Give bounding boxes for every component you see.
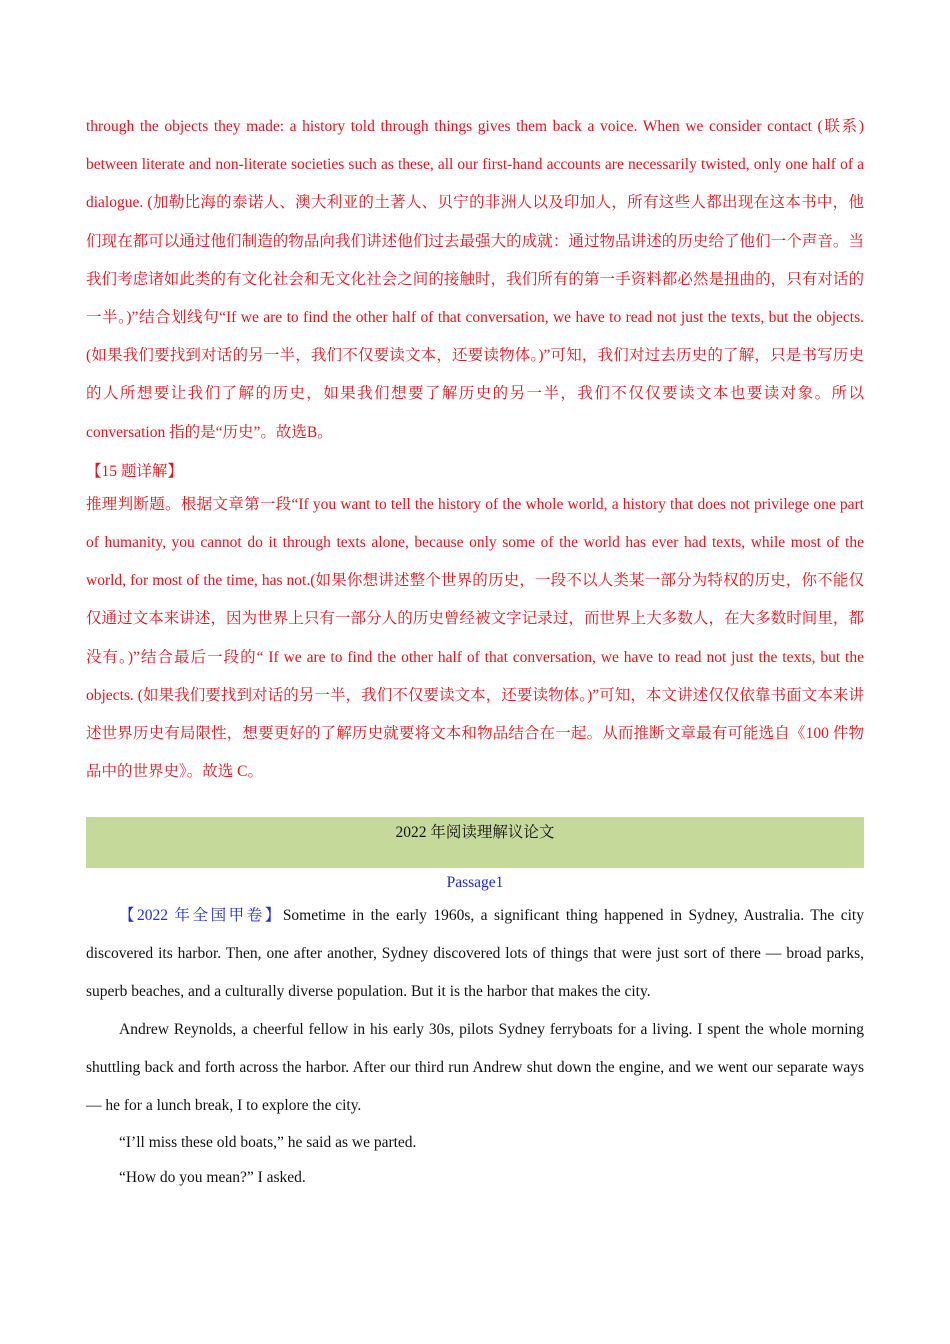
explanation-15-paragraph: 推理判断题。根据文章第一段“If you want to tell the history of the whole world, a history that does not privilege one part of humanity, you cannot do it through texts alone, because only some of the world has ever had texts, while most of the world, for most of the time, has not.(如果你想讲述整个世界的历史，一段不以人类某一部分为特权的历史，你不能仅仅通过文本来讲述，因为世界上只有一部分人的历史曾经被文字记录过，而世界上大多数人，在大多数时间里，都没有。)”结合最后一段的“ If we are to find the other half of that conversation, we have to read not just the texts, but the objects. (如果我们要找到对话的另一半，我们不仅要读文本，还要读物体。)”可知，本文讲述仅仅依靠书面文本来讲述世界历史有局限性，想要更好的了解历史就要将文本和物品结合在一起。从而推断文章最有可能选自《100 件物品中的世界史》。故选 C。 (86, 495, 864, 781)
passage-body (86, 897, 864, 1195)
passage-paragraph-2: Andrew Reynolds, a cheerful fellow in his early 30s, pilots Sydney ferryboats for a living. I spent the whole morning shuttling back and forth across the harbor. After our third run Andrew shut down the engine, and we went our separate ways — he for a lunch break, I to explore the city. (86, 1021, 864, 1115)
passage-paragraph-3: “I’ll miss these old boats,” he said as we parted. (119, 1134, 417, 1152)
explanation-14 (86, 108, 864, 452)
explanation-15-heading: 【15 题详解】 (86, 462, 183, 480)
source-tag: 【2022 年全国甲卷】 (119, 907, 283, 925)
passage-title: Passage1 (446, 874, 504, 892)
document-page (86, 108, 864, 1195)
explanation-15 (86, 486, 864, 792)
passage-paragraph-1 (86, 897, 864, 1011)
explanation-14-paragraph: through the objects they made: a history told through things gives them back a voice. When we consider contact (联系) between literate and non-literate societies such as these, all our first-hand accounts are necessarily twisted, only one half of a dialogue. (加勒比海的泰诺人、澳大利亚的土著人、贝宁的非洲人以及印加人，所有这些人都出现在这本书中，他们现在都可以通过他们制造的物品向我们讲述他们过去最强大的成就：通过物品讲述的历史给了他们一个声音。当我们考虑诸如此类的有文化社会和无文化社会之间的接触时，我们所有的第一手资料都必然是扭曲的，只有对话的一半。)”结合划线句“If we are to find the other half of that conversation, we have to read not just the texts, but the objects. (如果我们要找到对话的另一半，我们不仅要读文本，还要读物体。)”可知，我们对过去历史的了解，只是书写历史的人所想要让我们了解的历史，如果我们想要了解历史的另一半，我们不仅仅要读文本也要读对象。所以 conversation 指的是“历史”。故选B。 (86, 118, 864, 441)
section-title-bar (86, 817, 864, 868)
passage-paragraph-4: “How do you mean?” I asked. (119, 1169, 306, 1187)
section-title: 2022 年阅读理解议论文 (395, 824, 555, 842)
passage-paragraph-1-text: Sometime in the early 1960s, a significant thing happened in Sydney, Australia. The city discovered its harbor. Then, one after another, Sydney discovered lots of things that were just sort of there — broad parks, superb beaches, and a culturally diverse population. But it is the harbor that makes the city. (86, 907, 864, 1001)
